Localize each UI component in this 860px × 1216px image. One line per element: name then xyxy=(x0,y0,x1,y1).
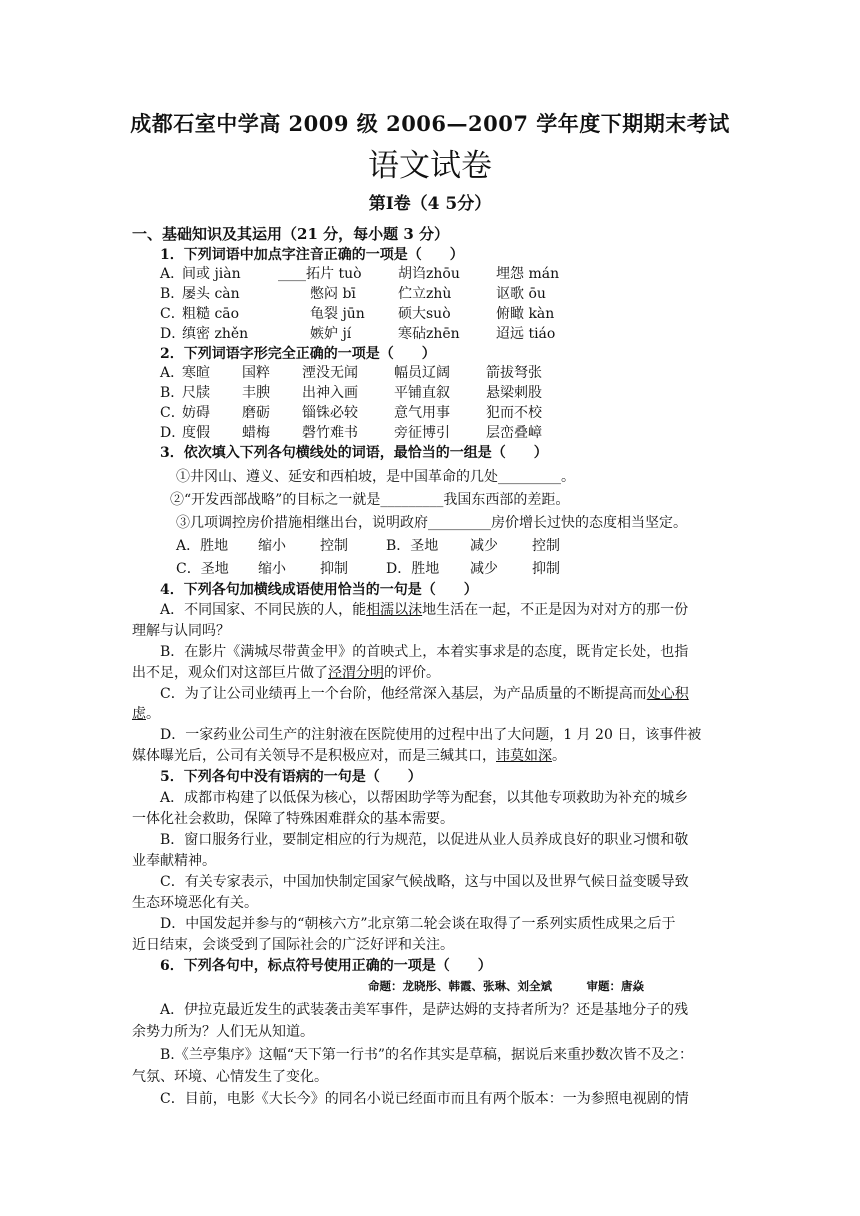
q2-a-w5: 箭拔弩张 xyxy=(486,365,542,381)
q5-option-c-line2: 生态环境恶化有关。 xyxy=(132,895,258,911)
q2-a-w4: 幅员辽阔 xyxy=(394,365,450,381)
q1-a-label: A． xyxy=(160,266,185,282)
q2-option-b xyxy=(160,384,542,402)
q4-option-c-line1 xyxy=(160,685,689,703)
q3-opt-d3: 抑制 xyxy=(532,561,560,577)
q4-d-text2: 。 xyxy=(552,748,566,764)
q1-d-item3: 寒砧zhēn xyxy=(398,326,460,342)
q3-sentence-1: ①井冈山、遵义、延安和西柏坡，是中国革命的几处_________。 xyxy=(176,469,575,485)
q2-d-w1: 度假 xyxy=(182,425,210,441)
q4-c-idiom-part1: 处心积 xyxy=(646,686,689,702)
q1-d-item4: 迢远 tiáo xyxy=(496,326,556,342)
part-heading: 第Ⅰ卷（4 5分） xyxy=(368,194,492,214)
q5-option-d-line1: D．中国发起并参与的“朝核六方”北京第二轮会谈在取得了一系列实质性成果之后于 xyxy=(160,916,676,932)
q2-c-w2: 磨砺 xyxy=(242,405,270,421)
q2-stem: 2．下列词语字形完全正确的一项是（ ） xyxy=(160,346,436,362)
q2-a-w2: 国粹 xyxy=(242,365,270,381)
q1-c-item3: 硕大suò xyxy=(398,306,451,322)
q1-option-c xyxy=(160,305,554,323)
q6-option-a-line2: 余势力所为？人们无从知道。 xyxy=(132,1024,314,1040)
q1-option-d xyxy=(160,325,555,343)
exam-title: 成都石室中学高 2009 级 2006—2007 学年度下期期末考试 xyxy=(130,111,730,136)
q3-opt-d: D．胜地 xyxy=(386,561,440,577)
q4-option-d-line2 xyxy=(132,747,566,765)
exam-subtitle: 语文试卷 xyxy=(368,148,492,184)
q4-b-text1: 出不足，观众们对这部巨片做了 xyxy=(132,665,328,681)
q1-a-item2: ____拓片 tuò xyxy=(278,266,362,282)
q3-options-row-1 xyxy=(176,537,560,555)
q4-option-b-line1: B．在影片《满城尽带黄金甲》的首映式上，本着实事求是的态度，既肯定长处，也指 xyxy=(160,644,689,660)
q2-d-w3: 磬竹难书 xyxy=(302,425,358,441)
q2-a-w3: 湮没无闻 xyxy=(302,365,358,381)
q2-b-w2: 丰腴 xyxy=(242,385,270,401)
q1-c-item2: 龟裂 jūn xyxy=(310,306,365,322)
q2-c-w4: 意气用事 xyxy=(394,405,450,421)
q3-options-row-2 xyxy=(176,560,560,578)
q4-c-text1: C．为了让公司业绩再上一个台阶，他经常深入基层，为产品质量的不断提高而 xyxy=(160,686,647,702)
q3-sentence-2: ②“开发西部战略”的目标之一就是_________我国东西部的差距。 xyxy=(170,492,570,508)
q3-opt-a2: 缩小 xyxy=(258,538,286,554)
q4-b-idiom: 泾渭分明 xyxy=(328,665,384,681)
q4-d-idiom: 讳莫如深 xyxy=(496,748,552,764)
q2-b-w5: 悬梁刺股 xyxy=(486,385,542,401)
q6-option-b-line1: B.《兰亭集序》这幅“天下第一行书”的名作其实是草稿，据说后来重抄数次皆不及之： xyxy=(160,1047,694,1063)
q6-option-b-line2: 气氛、环境、心情发生了变化。 xyxy=(132,1069,328,1085)
q2-option-a xyxy=(160,364,542,382)
q2-b-w4: 平铺直叙 xyxy=(394,385,450,401)
author-credit: 命题：龙晓彤、韩霞、张琳、刘全斌 审题：唐焱 xyxy=(368,979,644,993)
q6-stem: 6．下列各句中，标点符号使用正确的一项是（ ） xyxy=(160,958,492,974)
q2-d-label: D． xyxy=(160,425,186,441)
q5-option-b-line1: B．窗口服务行业，要制定相应的行为规范，以促进从业人员养成良好的职业习惯和敬 xyxy=(160,832,689,848)
q4-a-idiom: 相濡以沫 xyxy=(366,602,423,618)
q4-c-idiom-part2: 虑 xyxy=(132,706,146,722)
q3-stem: 3．依次填入下列各句横线处的词语，最恰当的一组是（ ） xyxy=(160,445,548,461)
q3-sentence-3: ③几项调控房价措施相继出台，说明政府_________房价增长过快的态度相当坚定。 xyxy=(176,515,687,531)
q5-option-d-line2: 近日结束，会谈受到了国际社会的广泛好评和关注。 xyxy=(132,937,454,953)
q4-option-b-line2 xyxy=(132,664,440,682)
q3-opt-c3: 抑制 xyxy=(320,561,348,577)
q1-d-item2: 嫉妒 jí xyxy=(310,326,352,342)
q1-c-item4: 俯瞰 kàn xyxy=(496,306,555,322)
q1-a-item3: 胡诌zhōu xyxy=(398,266,460,282)
q5-stem: 5．下列各句中没有语病的一句是（ ） xyxy=(160,769,422,785)
q1-b-item2: 憋闷 bī xyxy=(310,286,356,302)
q2-b-w3: 出神入画 xyxy=(302,385,358,401)
q3-opt-b2: 减少 xyxy=(470,538,498,554)
q1-b-item1: 屡头 càn xyxy=(182,286,240,302)
q3-opt-c2: 缩小 xyxy=(258,561,286,577)
q3-opt-a: A．胜地 xyxy=(176,538,229,554)
q4-option-a-line2: 理解与认同吗？ xyxy=(132,623,230,639)
q2-b-label: B． xyxy=(160,385,185,401)
q4-a-text1: A．不同国家、不同民族的人，能 xyxy=(160,602,367,618)
q1-a-item4: 埋怨 mán xyxy=(496,266,560,282)
q3-opt-d2: 减少 xyxy=(470,561,498,577)
q2-c-w3: 锱铢必较 xyxy=(302,405,358,421)
section-heading: 一、基础知识及其运用（21 分，每小题 3 分） xyxy=(132,225,449,243)
q3-opt-b3: 控制 xyxy=(532,538,560,554)
q5-option-c-line1: C．有关专家表示，中国加快制定国家气候战略，这与中国以及世界气候日益变暖导致 xyxy=(160,874,689,890)
q1-stem: 1．下列词语中加点字注音正确的一项是（ ） xyxy=(160,247,464,263)
q4-a-text2: 地生活在一起，不正是因为对对方的那一份 xyxy=(422,602,689,618)
q4-option-a-line1 xyxy=(160,601,688,619)
q3-opt-b: B．圣地 xyxy=(386,538,439,554)
q4-stem: 4．下列各句加横线成语使用恰当的一句是（ ） xyxy=(160,582,478,598)
q2-option-c xyxy=(160,404,542,422)
q4-c-text2: 。 xyxy=(146,706,160,722)
q4-d-text1: 媒体曝光后，公司有关领导不是积极应对，而是三缄其口， xyxy=(132,748,496,764)
q2-c-w5: 犯而不校 xyxy=(486,405,542,421)
q1-option-b xyxy=(160,285,546,303)
q1-d-label: D． xyxy=(160,326,186,342)
q4-option-d-line1: D．一家药业公司生产的注射液在医院使用的过程中出了大问题，1 月 20 日，该事件被 xyxy=(160,727,702,743)
q1-b-label: B． xyxy=(160,286,185,302)
q3-opt-a3: 控制 xyxy=(320,538,348,554)
q3-opt-c: C．圣地 xyxy=(176,561,229,577)
q4-b-text2: 的评价。 xyxy=(384,665,440,681)
q2-d-w2: 蜡梅 xyxy=(242,425,270,441)
q6-option-a-line1: A．伊拉克最近发生的武装袭击美军事件，是萨达姆的支持者所为？还是基地分子的残 xyxy=(160,1002,689,1018)
q4-option-c-line2 xyxy=(132,705,160,723)
q2-d-w5: 层峦叠嶂 xyxy=(486,425,542,441)
q2-a-label: A． xyxy=(160,365,185,381)
q5-option-b-line2: 业奉献精神。 xyxy=(132,853,216,869)
q1-c-label: C． xyxy=(160,306,185,322)
q2-c-label: C． xyxy=(160,405,185,421)
q1-option-a xyxy=(160,265,559,283)
q2-a-w1: 寒暄 xyxy=(182,365,210,381)
q1-c-item1: 粗糙 cāo xyxy=(182,306,240,322)
q6-option-c-line1: C．目前，电影《大长今》的同名小说已经面市而且有两个版本：一为参照电视剧的情 xyxy=(160,1091,689,1107)
q1-b-item4: 讴歌 ōu xyxy=(496,286,546,302)
q2-option-d xyxy=(160,424,542,442)
q2-d-w4: 旁征博引 xyxy=(394,425,450,441)
q5-option-a-line1: A．成都市构建了以低保为核心，以帮困助学等为配套，以其他专项救助为补充的城乡 xyxy=(160,790,689,806)
q5-option-a-line2: 一体化社会救助，保障了特殊困难群众的基本需要。 xyxy=(132,811,454,827)
q1-d-item1: 缜密 zhěn xyxy=(182,326,249,342)
q2-b-w1: 尺牍 xyxy=(182,385,210,401)
q2-c-w1: 妨碍 xyxy=(182,405,210,421)
q1-a-item1: 间或 jiàn xyxy=(182,266,241,282)
q1-b-item3: 伫立zhù xyxy=(398,286,452,302)
